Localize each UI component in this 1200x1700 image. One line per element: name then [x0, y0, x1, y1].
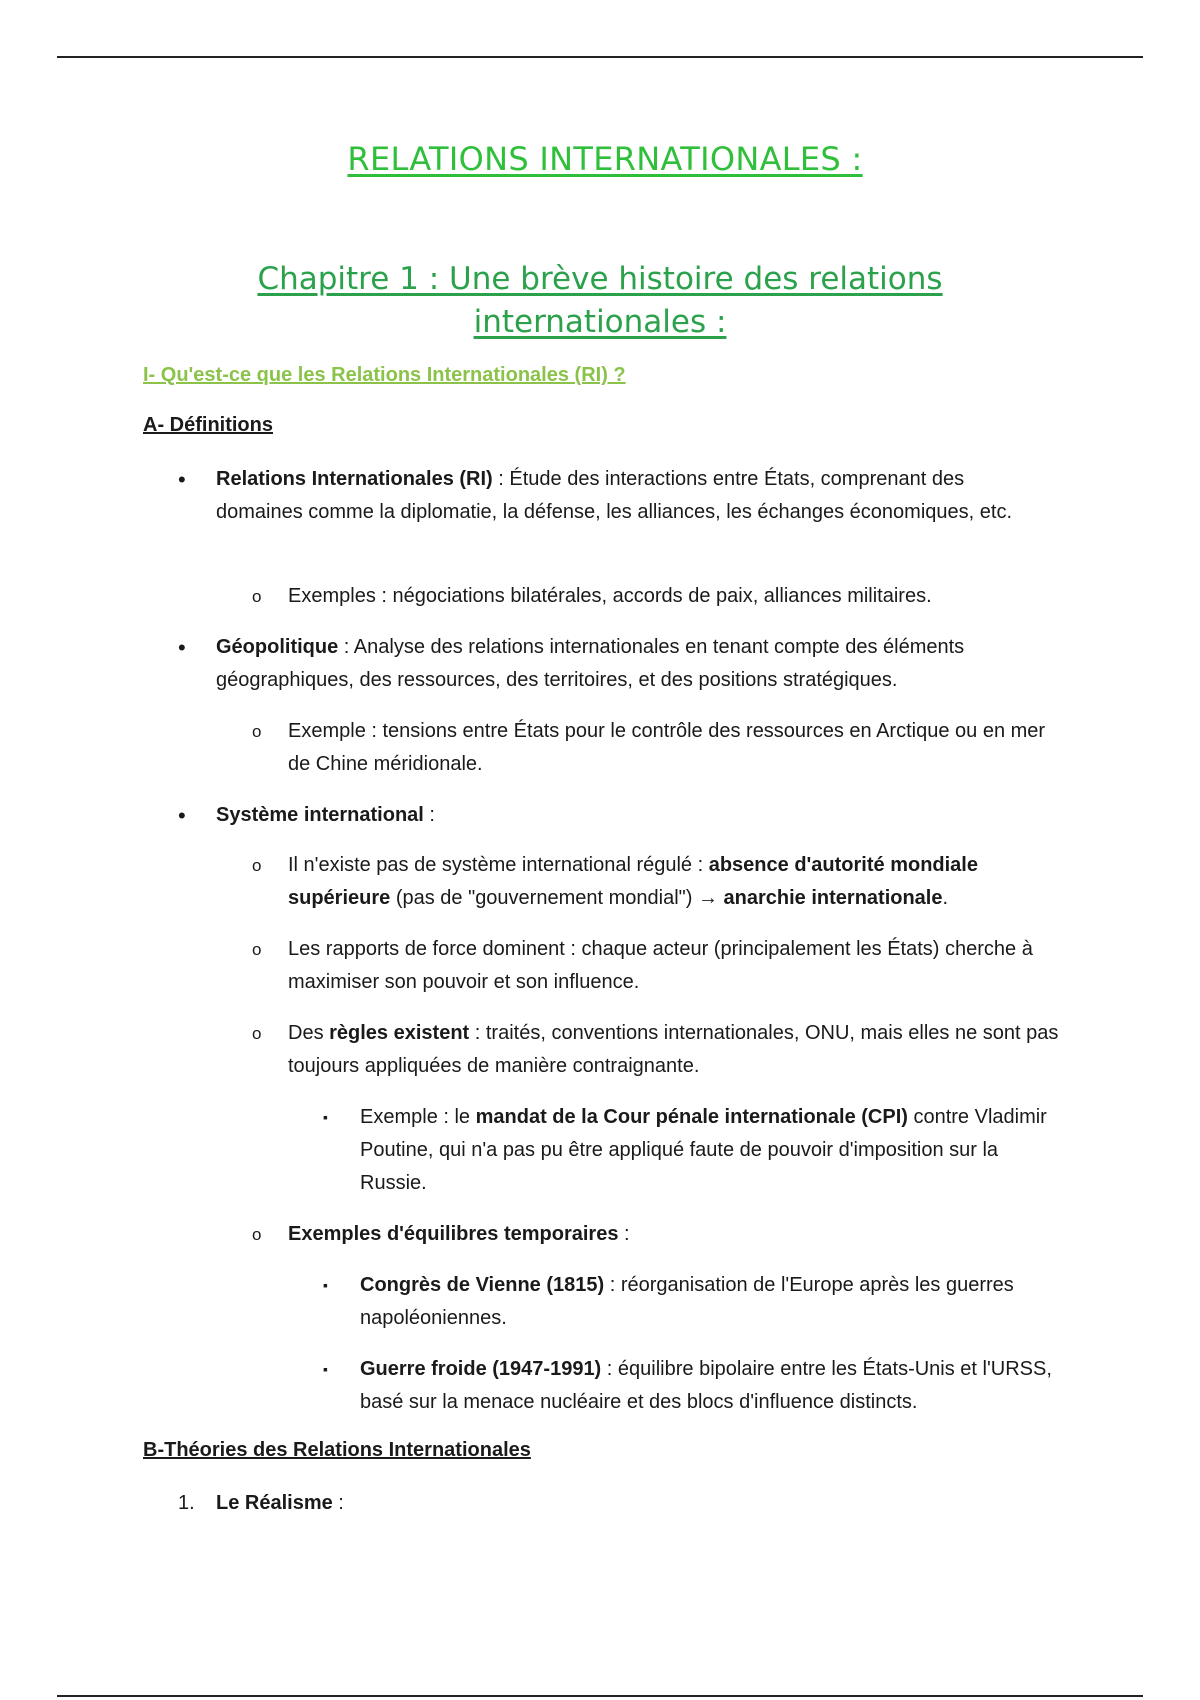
list-item-cpi	[360, 1101, 1060, 1200]
text: Il n'existe pas de système international régulé :	[288, 854, 709, 876]
section-1-heading: I- Qu'est-ce que les Relations Internationales (RI) ?	[143, 364, 626, 386]
circle-marker: o	[252, 722, 262, 741]
colon: :	[423, 804, 435, 826]
list-item-geopolitique	[216, 631, 1056, 697]
chapter-heading-line2: internationales :	[473, 304, 727, 340]
circle-marker: o	[252, 940, 262, 959]
subsection-b-heading: B-Théories des Relations Internationales	[143, 1439, 531, 1461]
list-item-geopolitique-example: Exemple : tensions entre États pour le contrôle des ressources en Arctique ou en mer de Chine méridionale.	[288, 720, 1046, 775]
def-ri: : Étude des interactions entre États, comprenant des domaines comme la diplomatie, la défense, les alliances, les échanges économiques, etc.	[216, 468, 1012, 523]
bold-text: Le Réalisme	[216, 1492, 333, 1514]
list-item-anarchie	[288, 849, 1068, 915]
colon: :	[332, 1492, 344, 1514]
bold-text: anarchie internationale	[723, 887, 943, 909]
term-geopolitique: Géopolitique	[216, 636, 339, 658]
chapter-heading	[0, 258, 1200, 344]
text: : réorganisation de l'Europe après les guerres napoléoniennes.	[360, 1274, 1014, 1329]
square-marker: ▪	[323, 1277, 328, 1293]
list-item-rapports-de-force: Les rapports de force dominent : chaque acteur (principalement les États) cherche à maximiser son pouvoir et son influence.	[288, 938, 1033, 993]
text: (pas de "gouvernement mondial") →	[390, 887, 724, 909]
bold-text: mandat de la Cour pénale internationale (CPI)	[475, 1106, 908, 1128]
subsection-a-heading: A- Définitions	[143, 414, 273, 436]
bullet-marker: •	[178, 635, 186, 660]
def-geopolitique: : Analyse des relations internationales en tenant compte des éléments géographiques, des ressources, des territoires, et des positions stratégiques.	[216, 636, 965, 691]
list-item-regles	[288, 1017, 1068, 1083]
bold-text: règles existent	[329, 1022, 470, 1044]
bold-text: Guerre froide (1947-1991)	[360, 1358, 602, 1380]
bold-text: Congrès de Vienne (1815)	[360, 1274, 605, 1296]
top-rule	[57, 56, 1143, 58]
text: .	[942, 887, 949, 909]
chapter-heading-line1: Chapitre 1 : Une brève histoire des relations	[257, 261, 943, 297]
list-item-guerre-froide	[360, 1353, 1060, 1419]
bullet-marker: •	[178, 467, 186, 492]
bottom-rule	[57, 1695, 1143, 1697]
bullet-marker: •	[178, 803, 186, 828]
list-item-ri	[216, 463, 1056, 529]
list-item-realisme	[216, 1487, 1056, 1520]
circle-marker: o	[252, 1225, 262, 1244]
document-title: RELATIONS INTERNATIONALES :	[347, 140, 863, 178]
square-marker: ▪	[323, 1361, 328, 1377]
circle-marker: o	[252, 1024, 262, 1043]
list-item-vienne	[360, 1269, 1060, 1335]
text: Exemple : le	[360, 1106, 476, 1128]
circle-marker: o	[252, 856, 262, 875]
text: Des	[288, 1022, 330, 1044]
list-item-systeme	[216, 799, 1056, 832]
circle-marker: o	[252, 587, 262, 606]
text: : traités, conventions internationales, ONU, mais elles ne sont pas toujours appliquées de manière contraignante.	[288, 1022, 1059, 1077]
bold-text: Exemples d'équilibres temporaires	[288, 1223, 619, 1245]
square-marker: ▪	[323, 1109, 328, 1125]
number-marker: 1.	[178, 1492, 195, 1514]
colon: :	[618, 1223, 630, 1245]
term-systeme: Système international	[216, 804, 424, 826]
term-ri: Relations Internationales (RI)	[216, 468, 493, 490]
list-item-equilibres	[288, 1218, 1068, 1251]
text: : équilibre bipolaire entre les États-Unis et l'URSS, basé sur la menace nucléaire et des blocs d'influence distincts.	[360, 1358, 1052, 1413]
text: contre Vladimir Poutine, qui n'a pas pu être appliqué faute de pouvoir d'imposition sur la Russie.	[360, 1106, 1047, 1194]
list-item-ri-example: Exemples : négociations bilatérales, accords de paix, alliances militaires.	[288, 585, 932, 607]
bold-text: absence d'autorité mondiale supérieure	[288, 854, 978, 909]
